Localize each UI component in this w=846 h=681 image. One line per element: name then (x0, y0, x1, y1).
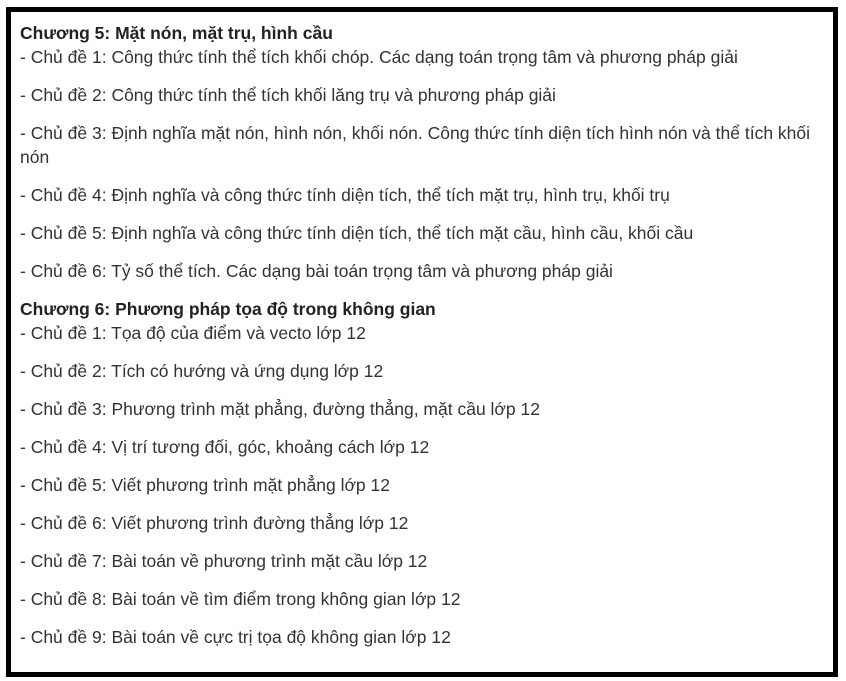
chapter-6-topic-2: - Chủ đề 2: Tích có hướng và ứng dụng lớp 12 (20, 361, 384, 381)
chapter-5-topic-6: - Chủ đề 6: Tỷ số thể tích. Các dạng bài toán trọng tâm và phương pháp giải (20, 261, 613, 281)
chapter-6-topic-1: - Chủ đề 1: Tọa độ của điểm và vecto lớp 12 (20, 323, 366, 343)
document-frame (6, 7, 838, 677)
chapter-6-topic-3: - Chủ đề 3: Phương trình mặt phẳng, đường thẳng, mặt cầu lớp 12 (20, 399, 540, 419)
chapter-5-topic-3: - Chủ đề 3: Định nghĩa mặt nón, hình nón, khối nón. Công thức tính diện tích hình nón và thể tích khối nón (20, 123, 811, 167)
chapter-6-topic-8: - Chủ đề 8: Bài toán về tìm điểm trong không gian lớp 12 (20, 589, 461, 609)
chapter-5-topic-1: - Chủ đề 1: Công thức tính thể tích khối chóp. Các dạng toán trọng tâm và phương pháp giải (20, 47, 738, 67)
chapter-6-topic-6: - Chủ đề 6: Viết phương trình đường thẳng lớp 12 (20, 513, 409, 533)
chapter-6-topic-7: - Chủ đề 7: Bài toán về phương trình mặt cầu lớp 12 (20, 551, 428, 571)
chapter-6-topic-5: - Chủ đề 5: Viết phương trình mặt phẳng lớp 12 (20, 475, 390, 495)
document-content (20, 21, 828, 663)
chapter-5-title: Chương 5: Mặt nón, mặt trụ, hình cầu (20, 23, 333, 43)
chapter-6-title: Chương 6: Phương pháp tọa độ trong không gian (20, 299, 436, 319)
chapter-5-topic-4: - Chủ đề 4: Định nghĩa và công thức tính diện tích, thể tích mặt trụ, hình trụ, khối trụ (20, 185, 670, 205)
chapter-6-topic-4: - Chủ đề 4: Vị trí tương đối, góc, khoảng cách lớp 12 (20, 437, 430, 457)
chapter-5-topic-2: - Chủ đề 2: Công thức tính thể tích khối lăng trụ và phương pháp giải (20, 85, 556, 105)
chapter-6-topic-9: - Chủ đề 9: Bài toán về cực trị tọa độ không gian lớp 12 (20, 627, 451, 647)
chapter-5-topic-5: - Chủ đề 5: Định nghĩa và công thức tính diện tích, thể tích mặt cầu, hình cầu, khối cầu (20, 223, 694, 243)
